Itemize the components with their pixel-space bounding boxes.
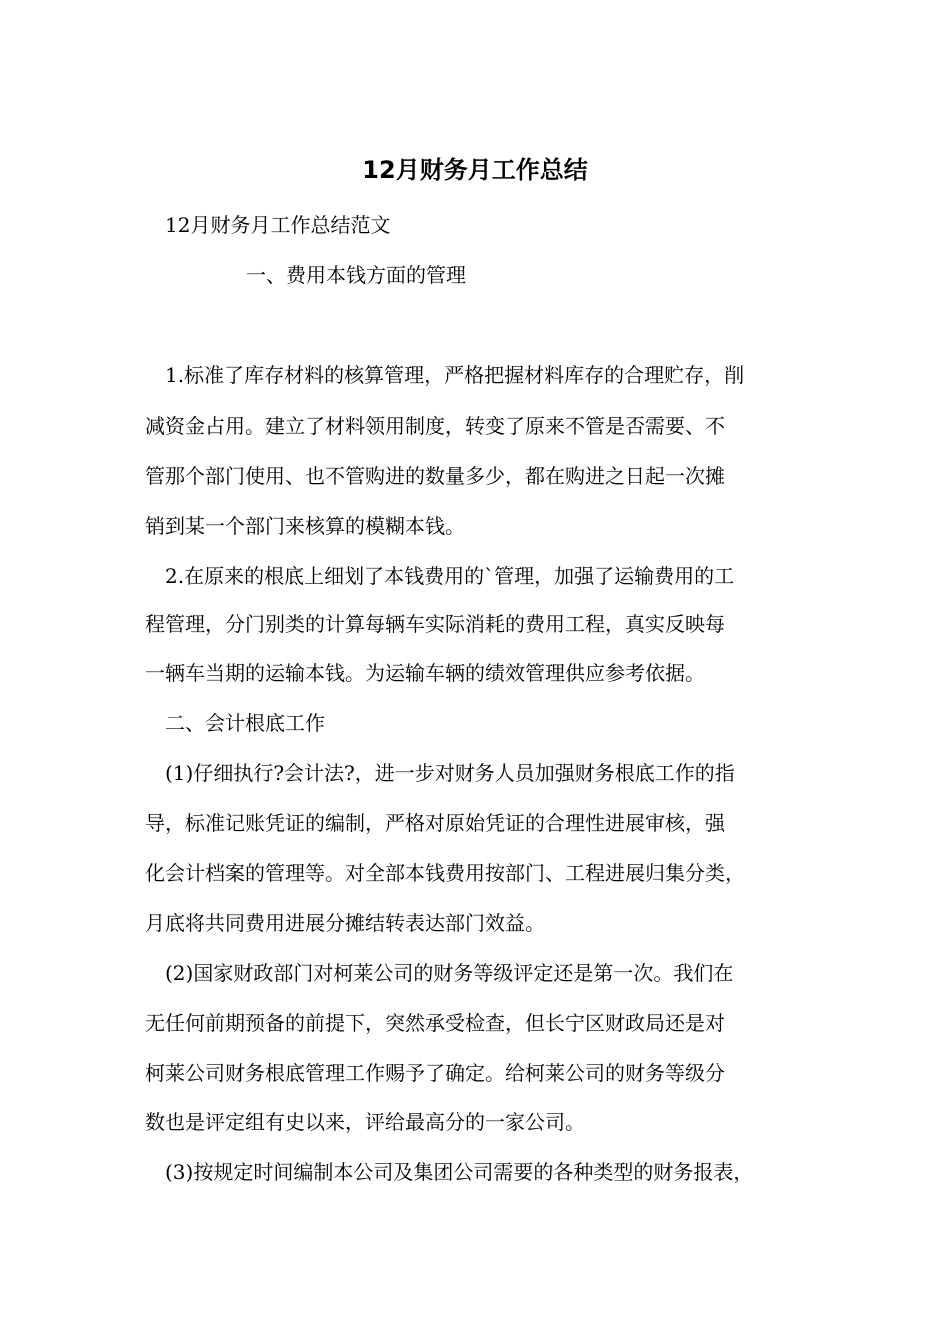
document-title: 12月财务月工作总结 <box>362 156 588 184</box>
section-heading-accounting: 二、会计根底工作 <box>165 711 325 735</box>
paragraph-line: (1)仔细执行?会计法?，进一步对财务人员加强财务根底工作的指 <box>165 761 735 785</box>
paragraph-line: (2)国家财政部门对柯莱公司的财务等级评定还是第一次。我们在 <box>165 961 734 985</box>
subtitle: 12月财务月工作总结范文 <box>165 213 391 237</box>
paragraph-line: 数也是评定组有史以来，评给最高分的一家公司。 <box>145 1110 585 1134</box>
paragraph-line: 一辆车当期的运输本钱。为运输车辆的绩效管理供应参考依据。 <box>145 661 705 685</box>
paragraph-line: 化会计档案的管理等。对全部本钱费用按部门、工程进展归集分类， <box>145 861 745 885</box>
paragraph-line: 程管理，分门别类的计算每辆车实际消耗的费用工程，真实反映每 <box>145 612 725 636</box>
paragraph-line: 1.标准了库存材料的核算管理，严格把握材料库存的合理贮存，削 <box>165 363 745 387</box>
paragraph-line: 无任何前期预备的前提下，突然承受检查，但长宁区财政局还是对 <box>145 1011 725 1035</box>
paragraph-line: 柯莱公司财务根底管理工作赐予了确定。给柯莱公司的财务等级分 <box>145 1061 725 1085</box>
section-heading-cost: 一、费用本钱方面的管理 <box>246 263 466 287</box>
paragraph-line: 管那个部门使用、也不管购进的数量多少，都在购进之日起一次摊 <box>145 464 725 488</box>
paragraph-line: (3)按规定时间编制本公司及集团公司需要的各种类型的财务报表， <box>165 1160 754 1184</box>
paragraph-line: 销到某一个部门来核算的模糊本钱。 <box>145 514 465 538</box>
paragraph-line: 月底将共同费用进展分摊结转表达部门效益。 <box>145 911 545 935</box>
paragraph-line: 2.在原来的根底上细划了本钱费用的`管理，加强了运输费用的工 <box>165 564 735 588</box>
paragraph-line: 减资金占用。建立了材料领用制度，转变了原来不管是否需要、不 <box>145 414 725 438</box>
paragraph-line: 导，标准记账凭证的编制，严格对原始凭证的合理性进展审核，强 <box>145 811 725 835</box>
